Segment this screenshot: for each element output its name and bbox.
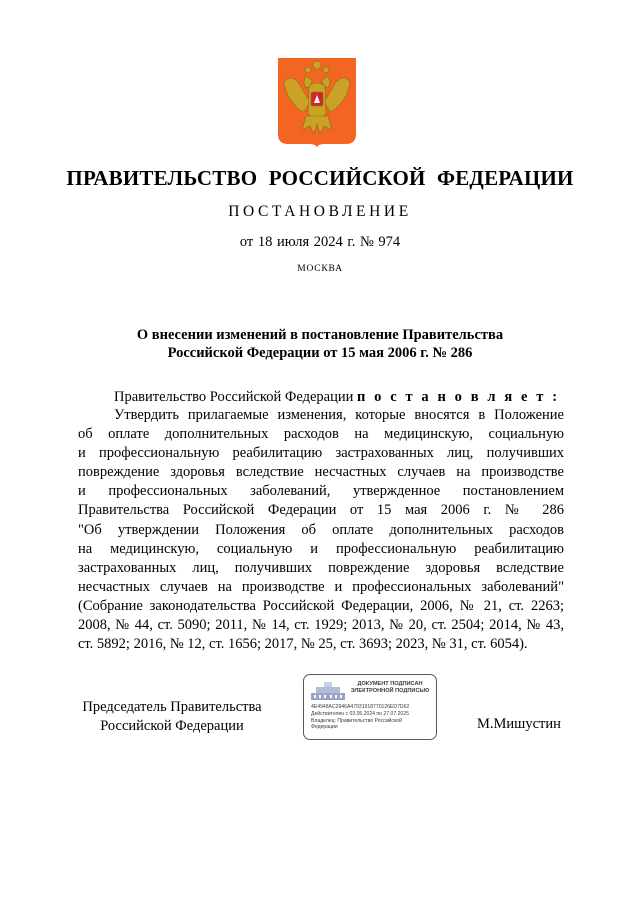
stamp-owner: Владелец: Правительство Российской xyxy=(311,718,402,724)
body-line: (Собрание законодательства Российской Федерации, 2006, № 21, ст. 2263; xyxy=(78,597,564,614)
body-line: несчастных случаев на производстве и профессиональных заболеваний" xyxy=(78,578,564,595)
document-type: ПОСТАНОВЛЕНИЕ xyxy=(228,203,412,220)
body-paragraph xyxy=(78,406,564,654)
body-line: и профессиональных заболеваний, утвержденное постановлением xyxy=(78,483,564,500)
stamp-owner: Федерации xyxy=(311,724,338,730)
body-line: Утвердить прилагаемые изменения, которые вносятся в Положение xyxy=(114,407,564,423)
building-icon xyxy=(310,681,346,701)
stamp-header-line: ДОКУМЕНТ ПОДПИСАН xyxy=(357,681,423,687)
city-name: МОСКВА xyxy=(297,264,343,274)
signatory-position-line: Российской Федерации xyxy=(100,718,244,734)
stamp-serial: 4E4948AC2946A47931918770126ED7D62 xyxy=(311,704,410,710)
document-subject xyxy=(0,326,640,362)
body-line: застрахованных лиц, получивших повреждение здоровья вследствие xyxy=(78,559,564,576)
preamble-text: Правительство Российской Федерации xyxy=(114,389,354,405)
body-line: ст. 5892; 2016, № 12, ст. 1656; 2017, № 25, ст. 3693; 2023, № 31, ст. 6054). xyxy=(78,636,528,653)
stamp-header-line: ЭЛЕКТРОННОЙ ПОДПИСЬЮ xyxy=(350,688,430,694)
body-line: на медицинскую, социальную и профессиональную реабилитацию xyxy=(78,540,564,557)
electronic-signature-stamp xyxy=(303,674,437,740)
stamp-header xyxy=(348,681,432,695)
signatory-name: М.Мишустин xyxy=(477,716,561,732)
subject-line: О внесении изменений в постановление Правительства xyxy=(136,327,504,343)
preamble-keyword: п о с т а н о в л я е т : xyxy=(356,389,560,405)
document-date-number: от 18 июля 2024 г. № 974 xyxy=(239,234,401,250)
body-line: повреждение здоровья вследствие несчастных случаев на производстве xyxy=(78,464,564,481)
body-line: об оплате дополнительных расходов на медицинскую, социальную xyxy=(78,426,564,443)
body-line: 2008, № 44, ст. 5090; 2011, № 14, ст. 1929; 2013, № 20, ст. 2504; 2014, № 43, xyxy=(78,617,564,634)
government-title: ПРАВИТЕЛЬСТВО РОССИЙСКОЙ ФЕДЕРАЦИИ xyxy=(66,166,574,190)
signatory-position xyxy=(76,698,268,736)
body-line: Правительства Российской Федерации от 15 мая 2006 г. № 286 xyxy=(78,502,564,519)
stamp-validity: Действителен с 03.05.2024 по 27.07.2025 xyxy=(311,711,409,717)
subject-line: Российской Федерации от 15 мая 2006 г. № 286 xyxy=(167,345,473,361)
body-line: "Об утверждении Положения об оплате дополнительных расходов xyxy=(78,521,564,538)
preamble xyxy=(114,389,560,406)
body-line: и профессиональную реабилитацию застрахованных лиц, получивших xyxy=(78,445,564,462)
signatory-position-line: Председатель Правительства xyxy=(82,699,262,715)
coat-of-arms-emblem xyxy=(276,56,358,148)
